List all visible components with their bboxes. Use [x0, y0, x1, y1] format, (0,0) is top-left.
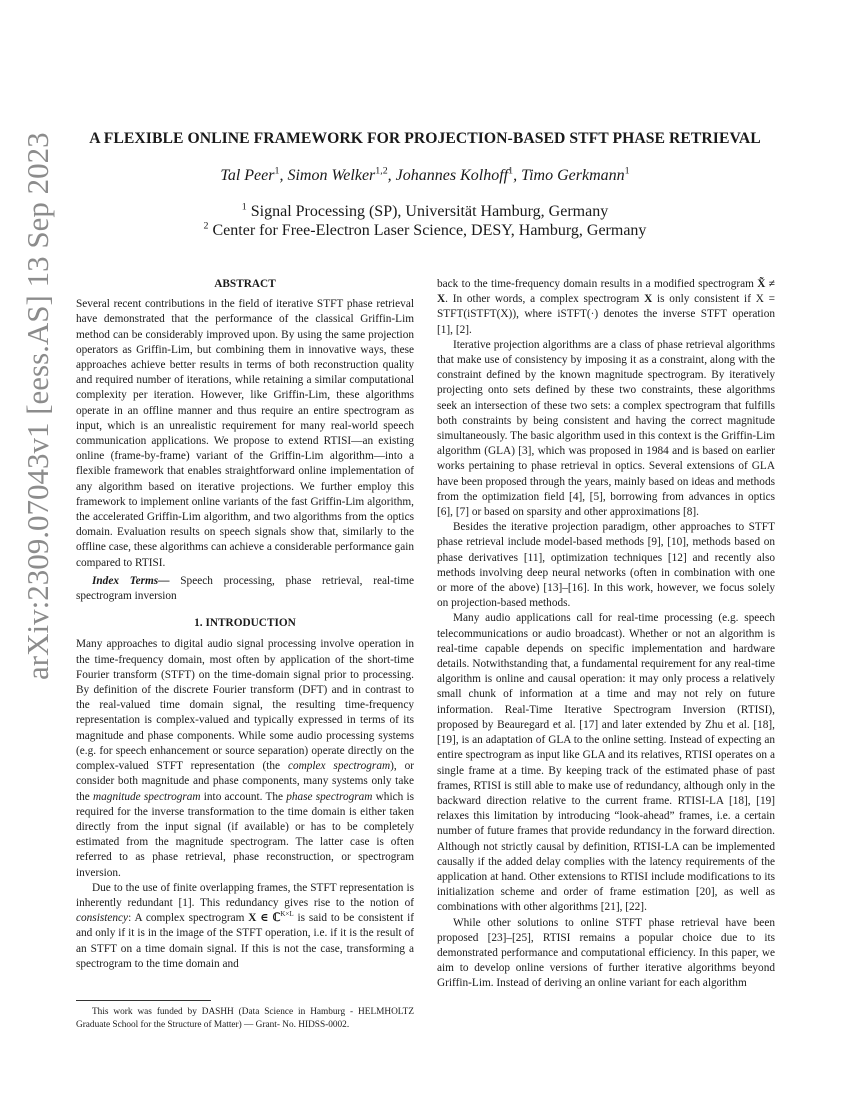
affiliation-text: Center for Free-Electron Laser Science, DESY, Hamburg, Germany [212, 222, 647, 239]
index-terms [76, 574, 414, 604]
author-name: Timo Gerkmann [521, 167, 625, 184]
introduction-heading: 1. INTRODUCTION [194, 617, 296, 630]
text-run: : A complex spectrogram [128, 912, 249, 925]
intro-paragraph-4: Besides the iterative projection paradigm, other approaches to STFT phase retrieval include model-based methods [9], [10], methods based on phase derivatives [11], optimization techniques [12] and recently also methods involving deep neural networks (often in combination with one or more of the above) [13]–[16]. In this work, however, we focus solely on projection-based methods. [437, 521, 775, 610]
text-run: which is required for the inverse transformation to the time domain is either taken directly from the input signal (if available) or has to be completely estimated from the magnitude spectrogram. The latter case is often referred to as phase retrieval, phase reconstruction, or spectrogram inversion. [76, 790, 414, 879]
text-run: , where iSTFT(·) denotes the inverse STFT operation [1], [2]. [437, 308, 775, 336]
intro-paragraph-2 [76, 881, 414, 972]
arxiv-identifier: arXiv:2309.07043v1 [eess.AS] 13 Sep 2023 [20, 132, 55, 680]
emphasis: consistency [76, 912, 129, 925]
index-terms-label: Index Terms— [92, 574, 170, 587]
author-name: Tal Peer [220, 167, 275, 184]
affiliation-mark: 1 [241, 201, 247, 213]
abstract-heading: ABSTRACT [214, 278, 276, 290]
paper-title: A FLEXIBLE ONLINE FRAMEWORK FOR PROJECTION-BASED STFT PHASE RETRIEVAL [89, 130, 761, 147]
text-run: Many approaches to digital audio signal processing involve operation in the time-frequency domain, most often by application of the short-time Fourier transform (STFT) on the time-domain signal prior to processing. By definition of the discrete Fourier transform (DFT) and in contrast to the real-valued time domain signal, the resulting time-frequency representation is complex-valued and typically expressed in terms of its magnitude and phase components. While some audio processing systems (e.g. for speech enhancement or source separation) operate directly on the complex-valued STFT representation (the [76, 638, 414, 773]
funding-footnote: This work was funded by DASHH (Data Science in Hamburg - HELMHOLTZ Graduate School for the Structure of Matter) — Grant- No. HIDSS-0002. [76, 1007, 414, 1030]
author-affiliation-mark: 1 [274, 165, 280, 177]
emphasis: complex spectrogram [287, 760, 391, 773]
author-list: Tal Peer$^1$, Simon Welker$^{1,2}$, Johannes Kolhoff$^1$, Timo Gerkmann$^1$ [220, 165, 630, 184]
author-name: Simon Welker [287, 167, 376, 184]
intro-paragraph-continued [437, 277, 775, 338]
text-run: back to the time-frequency domain results in a modified spectrogram [437, 278, 758, 290]
left-column [76, 277, 414, 972]
math-expression: X = STFT(iSTFT(X)) [437, 293, 776, 321]
index-terms-text: Speech processing, phase retrieval, real-time spectrogram inversion [76, 574, 415, 603]
text-run: is said to be consistent if and only if it is in the image of the STFT operation, i.e. if it is the result of an STFT on a time domain signal. If this is not the case, transforming a spectrogram to the time domain and [76, 912, 414, 970]
affiliation-mark: 2 [203, 220, 209, 232]
footnote-rule [76, 1000, 211, 1001]
abstract-text: Several recent contributions in the field of iterative STFT phase retrieval have demonstrated that the performance of the classical Griffin-Lim method can be considerably improved upon. By using the same projection operators as Griffin-Lim, but combining them in innovative ways, these approaches achieve better results in terms of both reconstruction quality and required number of iterations, while retaining a similar computational complexity per iteration. However, like Griffin-Lim, these algorithms operate in an offline manner and thus require an entire spectrogram as input, which is an unrealistic requirement for many real-world speech communication applications. We propose to extend RTISI—an existing online (frame-by-frame) variant of the Griffin-Lim algorithm—into a flexible framework that enables straightforward online implementation of any algorithm based on iterative projections. We further employ this framework to implement online variants of the fast Griffin-Lim algorithm, the accelerated Griffin-Lim algorithm, and two algorithms from the optics domain. Evaluation results on speech signals show that, similarly to the offline case, these algorithms can achieve a considerable performance gain compared to RTISI. [76, 298, 414, 569]
author-name: Johannes Kolhoff [395, 167, 509, 184]
affiliation-text: Signal Processing (SP), Universität Hamburg, Germany [250, 203, 609, 220]
intro-paragraph-3: Iterative projection algorithms are a class of phase retrieval algorithms that make use of consistency by imposing it as a constraint, along with the constraint defined by the known magnitude spectrogram. By iteratively projecting onto sets defined by these two constraints, these algorithms seek an intersection of these two sets: a complex spectrogram that fulfills both constraints by being consistent and having the correct magnitude simultaneously. The basic algorithm used in this context is the Griffin-Lim algorithm (GLA) [3], which was proposed in 1984 and is based on earlier works pertaining to phase retrieval in optics. Several extensions of GLA have been proposed through the years, mainly based on ideas and methods from the optimization field [4], [5], borrowing from advances in optics [6], [7] or based on sparsity and other approximations [8]. [437, 338, 775, 519]
author-affiliation-mark: 1,2 [375, 165, 388, 177]
text-run: ), or consider both magnitude and phase components, many systems only take the [76, 760, 414, 803]
emphasis: phase spectrogram [286, 790, 373, 803]
math-symbol: X ∈ ℂ [248, 912, 281, 925]
emphasis: magnitude spectrogram [93, 790, 201, 803]
affiliation-2 [60, 222, 790, 240]
text-run: Due to the use of finite overlapping frames, the STFT representation is inherently redundant [1]. This redundancy gives rise to the notion of [76, 881, 414, 909]
math-symbol: X [644, 293, 653, 306]
author-affiliation-mark: 1 [624, 165, 630, 177]
intro-paragraph-6: While other solutions to online STFT phase retrieval have been proposed [23]–[25], RTISI remains a popular choice due to its demonstrated performance and computational efficiency. In this paper, we aim to develop online versions of further iterative algorithms beyond Griffin-Lim. Instead of deriving an online variant for each algorithm [437, 916, 775, 990]
intro-paragraph-5: Many audio applications call for real-time processing (e.g. speech telecommunications or audio broadcast). Whether or not an algorithm is real-time capable depends on specific implementation and hardware details. Notwithstanding that, a fundamental requirement for any real-time algorithm is online and causal operation: it may only process a relatively small chunk of information at a time and may not rely on future information. Real-Time Iterative Spectrogram Inversion (RTISI), proposed by Beauregard et al. [17] and later extended by Zhu et al. [18], [19], is an adaptation of GLA to the online setting. Instead of expecting an entire spectrogram as input like GLA and its relatives, RTISI operates on a single frame at a time. By keeping track of the estimated phase of past frames, RTISI is still able to make use of redundancy, although only in the backward direction relative to the current frame. RTISI-LA [18], [19] relaxes this limitation by introducing “look-ahead” frames, i.e. a certain number of future frames that provide redundancy in the forward direction. Although not strictly causal by definition, RTISI-LA can be implemented causally if the added delay complies with the latency requirements of the application at hand. Other extensions to RTISI include modifications to its initialization scheme and order of frame estimation [20], as well as combinations with other algorithms [21], [22]. [437, 612, 775, 914]
affiliation-1 [60, 203, 790, 221]
text-run: into account. The [200, 790, 287, 803]
text-run: . In other words, a complex spectrogram [445, 293, 645, 306]
author-affiliation-mark: 1 [508, 165, 514, 177]
text-run: is only consistent if [652, 293, 756, 306]
right-column [437, 277, 775, 992]
intro-paragraph-1 [76, 637, 414, 880]
math-superscript: K×L [280, 910, 294, 919]
math-symbol: X̃ ≠ X [437, 278, 775, 306]
